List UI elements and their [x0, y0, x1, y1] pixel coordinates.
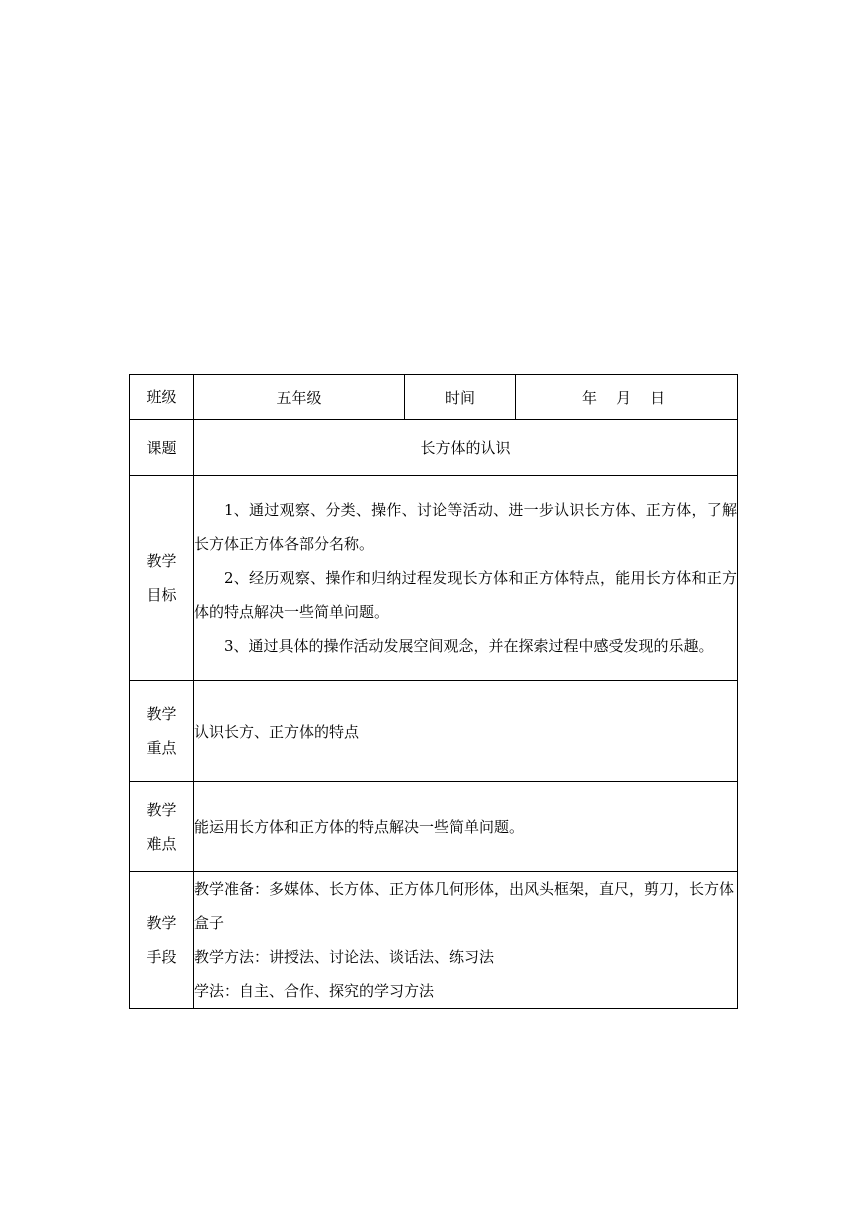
difficulty-label-line2: 难点 — [146, 834, 177, 853]
key-label-line1: 教学 — [146, 705, 177, 723]
means-label — [130, 872, 194, 1009]
row-means — [130, 872, 738, 1009]
goals-label-line2: 目标 — [146, 586, 177, 604]
key-label-line2: 重点 — [146, 739, 177, 757]
goal-item: 2、经历观察、操作和归纳过程发现长方体和正方体特点，能用长方体和正方体的特点解决一些简单问题。 — [194, 569, 737, 621]
difficulty-label-line1: 教学 — [146, 800, 177, 819]
means-item: 教学方法：讲授法、讨论法、谈话法、练习法 — [194, 948, 495, 966]
means-item: 学法：自主、合作、探究的学习方法 — [194, 982, 435, 1000]
row-goals — [130, 476, 738, 681]
key-value: 认识长方、正方体的特点 — [194, 681, 738, 782]
topic-label: 课题 — [130, 420, 194, 476]
difficulty-value: 能运用长方体和正方体的特点解决一些简单问题。 — [194, 782, 738, 872]
time-value: 年 月 日 — [516, 375, 738, 420]
means-label-line1: 教学 — [146, 914, 177, 932]
time-label: 时间 — [405, 375, 516, 420]
means-item: 教学准备：多媒体、长方体、正方体几何形体，出风头框架，直尺，剪刀，长方体盒子 — [194, 880, 735, 932]
goal-item: 3、通过具体的操作活动发展空间观念，并在探索过程中感受发现的乐趣。 — [224, 637, 714, 655]
row-class — [130, 375, 738, 420]
goal-item: 1、通过观察、分类、操作、讨论等活动、进一步认识长方体、正方体，了解长方体正方体各部分名称。 — [194, 501, 737, 553]
goals-label-line1: 教学 — [146, 552, 177, 570]
row-key-points — [130, 681, 738, 782]
class-value: 五年级 — [194, 375, 405, 420]
difficulty-label — [130, 782, 194, 872]
means-label-line2: 手段 — [146, 948, 177, 966]
goals-content — [194, 476, 738, 681]
class-label: 班级 — [130, 375, 194, 420]
goals-label — [130, 476, 194, 681]
topic-value: 长方体的认识 — [194, 420, 738, 476]
means-content — [194, 872, 738, 1009]
row-difficulty — [130, 782, 738, 872]
row-topic — [130, 420, 738, 476]
lesson-plan-table — [129, 374, 738, 1009]
key-label — [130, 681, 194, 782]
